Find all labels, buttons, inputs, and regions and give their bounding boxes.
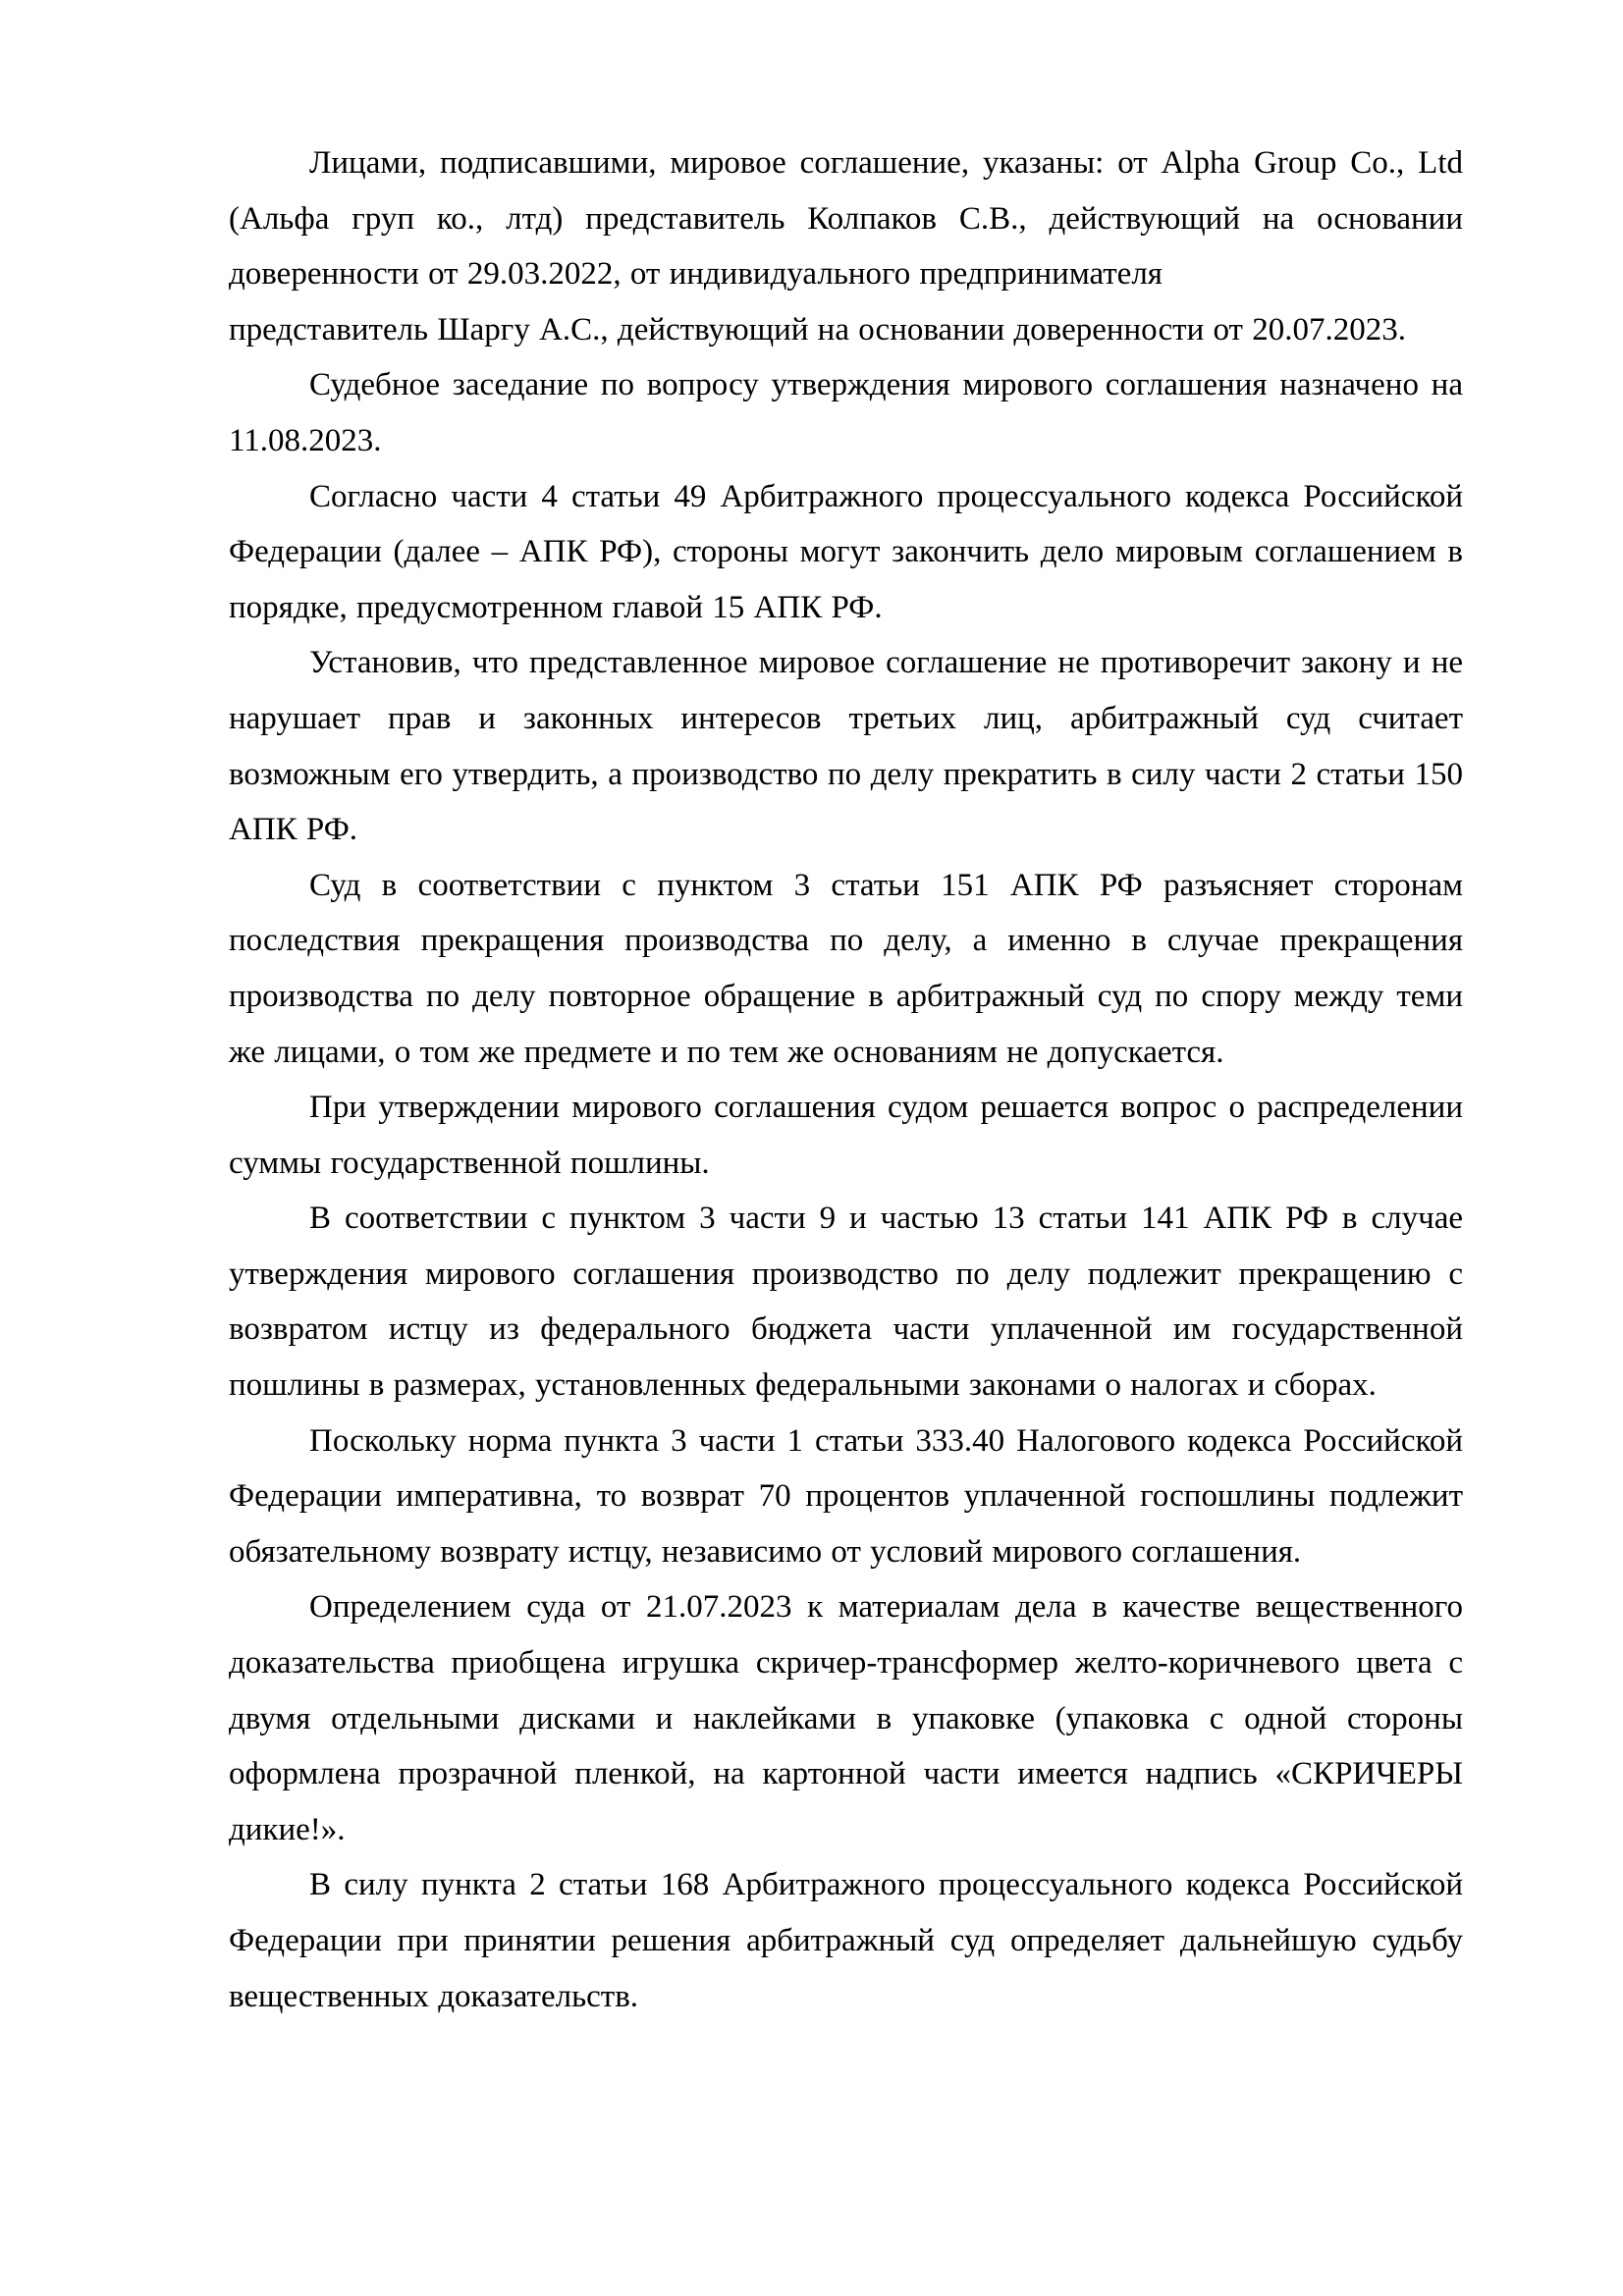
document-body <box>229 135 1463 2024</box>
paragraph: В силу пункта 2 статьи 168 Арбитражного процессуального кодекса Российской Федерации при принятии решения арбитражный суд определяет дальнейшую судьбу вещественных доказательств. <box>229 1867 1463 2014</box>
paragraph: Определением суда от 21.07.2023 к материалам дела в качестве вещественного доказательства приобщена игрушка скричер-трансформер желто-коричневого цвета с двумя отдельными дисками и наклейками в упаковке (упаковка с одной стороны оформлена прозрачной пленкой, на картонной части имеется надпись «СКРИЧЕРЫ дикие!». <box>229 1589 1463 1847</box>
paragraph: Суд в соответствии с пунктом 3 статьи 151 АПК РФ разъясняет сторонам последствия прекращения производства по делу, а именно в случае прекращения производства по делу повторное обращение в арбитражный суд по спору между теми же лицами, о том же предмете и по тем же основаниям не допускается. <box>229 867 1463 1070</box>
paragraph: Установив, что представленное мировое соглашение не противоречит закону и не нарушает прав и законных интересов третьих лиц, арбитражный суд считает возможным его утвердить, а производство по делу прекратить в силу части 2 статьи 150 АПК РФ. <box>229 645 1463 848</box>
paragraph: В соответствии с пунктом 3 части 9 и частью 13 статьи 141 АПК РФ в случае утверждения мирового соглашения производство по делу подлежит прекращению с возвратом истцу из федерального бюджета части уплаченной им государственной пошлины в размерах, установленных федеральными законами о налогах и сборах. <box>229 1201 1463 1404</box>
paragraph: Лицами, подписавшими, мировое соглашение, указаны: от Alpha Group Co., Ltd (Альфа груп ко., лтд) представитель Колпаков С.В., действующий на основании доверенности от 29.03.2022, от индивидуального предпринимателя <box>229 145 1463 293</box>
paragraph: При утверждении мирового соглашения судом решается вопрос о распределении суммы государственной пошлины. <box>229 1090 1463 1181</box>
paragraph: представитель Шаргу А.С., действующий на основании доверенности от 20.07.2023. <box>229 311 1406 347</box>
paragraph: Согласно части 4 статьи 49 Арбитражного процессуального кодекса Российской Федерации (далее – АПК РФ), стороны могут закончить дело мировым соглашением в порядке, предусмотренном главой 15 АПК РФ. <box>229 478 1463 625</box>
paragraph: Поскольку норма пункта 3 части 1 статьи 333.40 Налогового кодекса Российской Федерации императивна, то возврат 70 процентов уплаченной госпошлины подлежит обязательному возврату истцу, независимо от условий мирового соглашения. <box>229 1422 1463 1570</box>
paragraph: Судебное заседание по вопросу утверждения мирового соглашения назначено на 11.08.2023. <box>229 367 1463 458</box>
